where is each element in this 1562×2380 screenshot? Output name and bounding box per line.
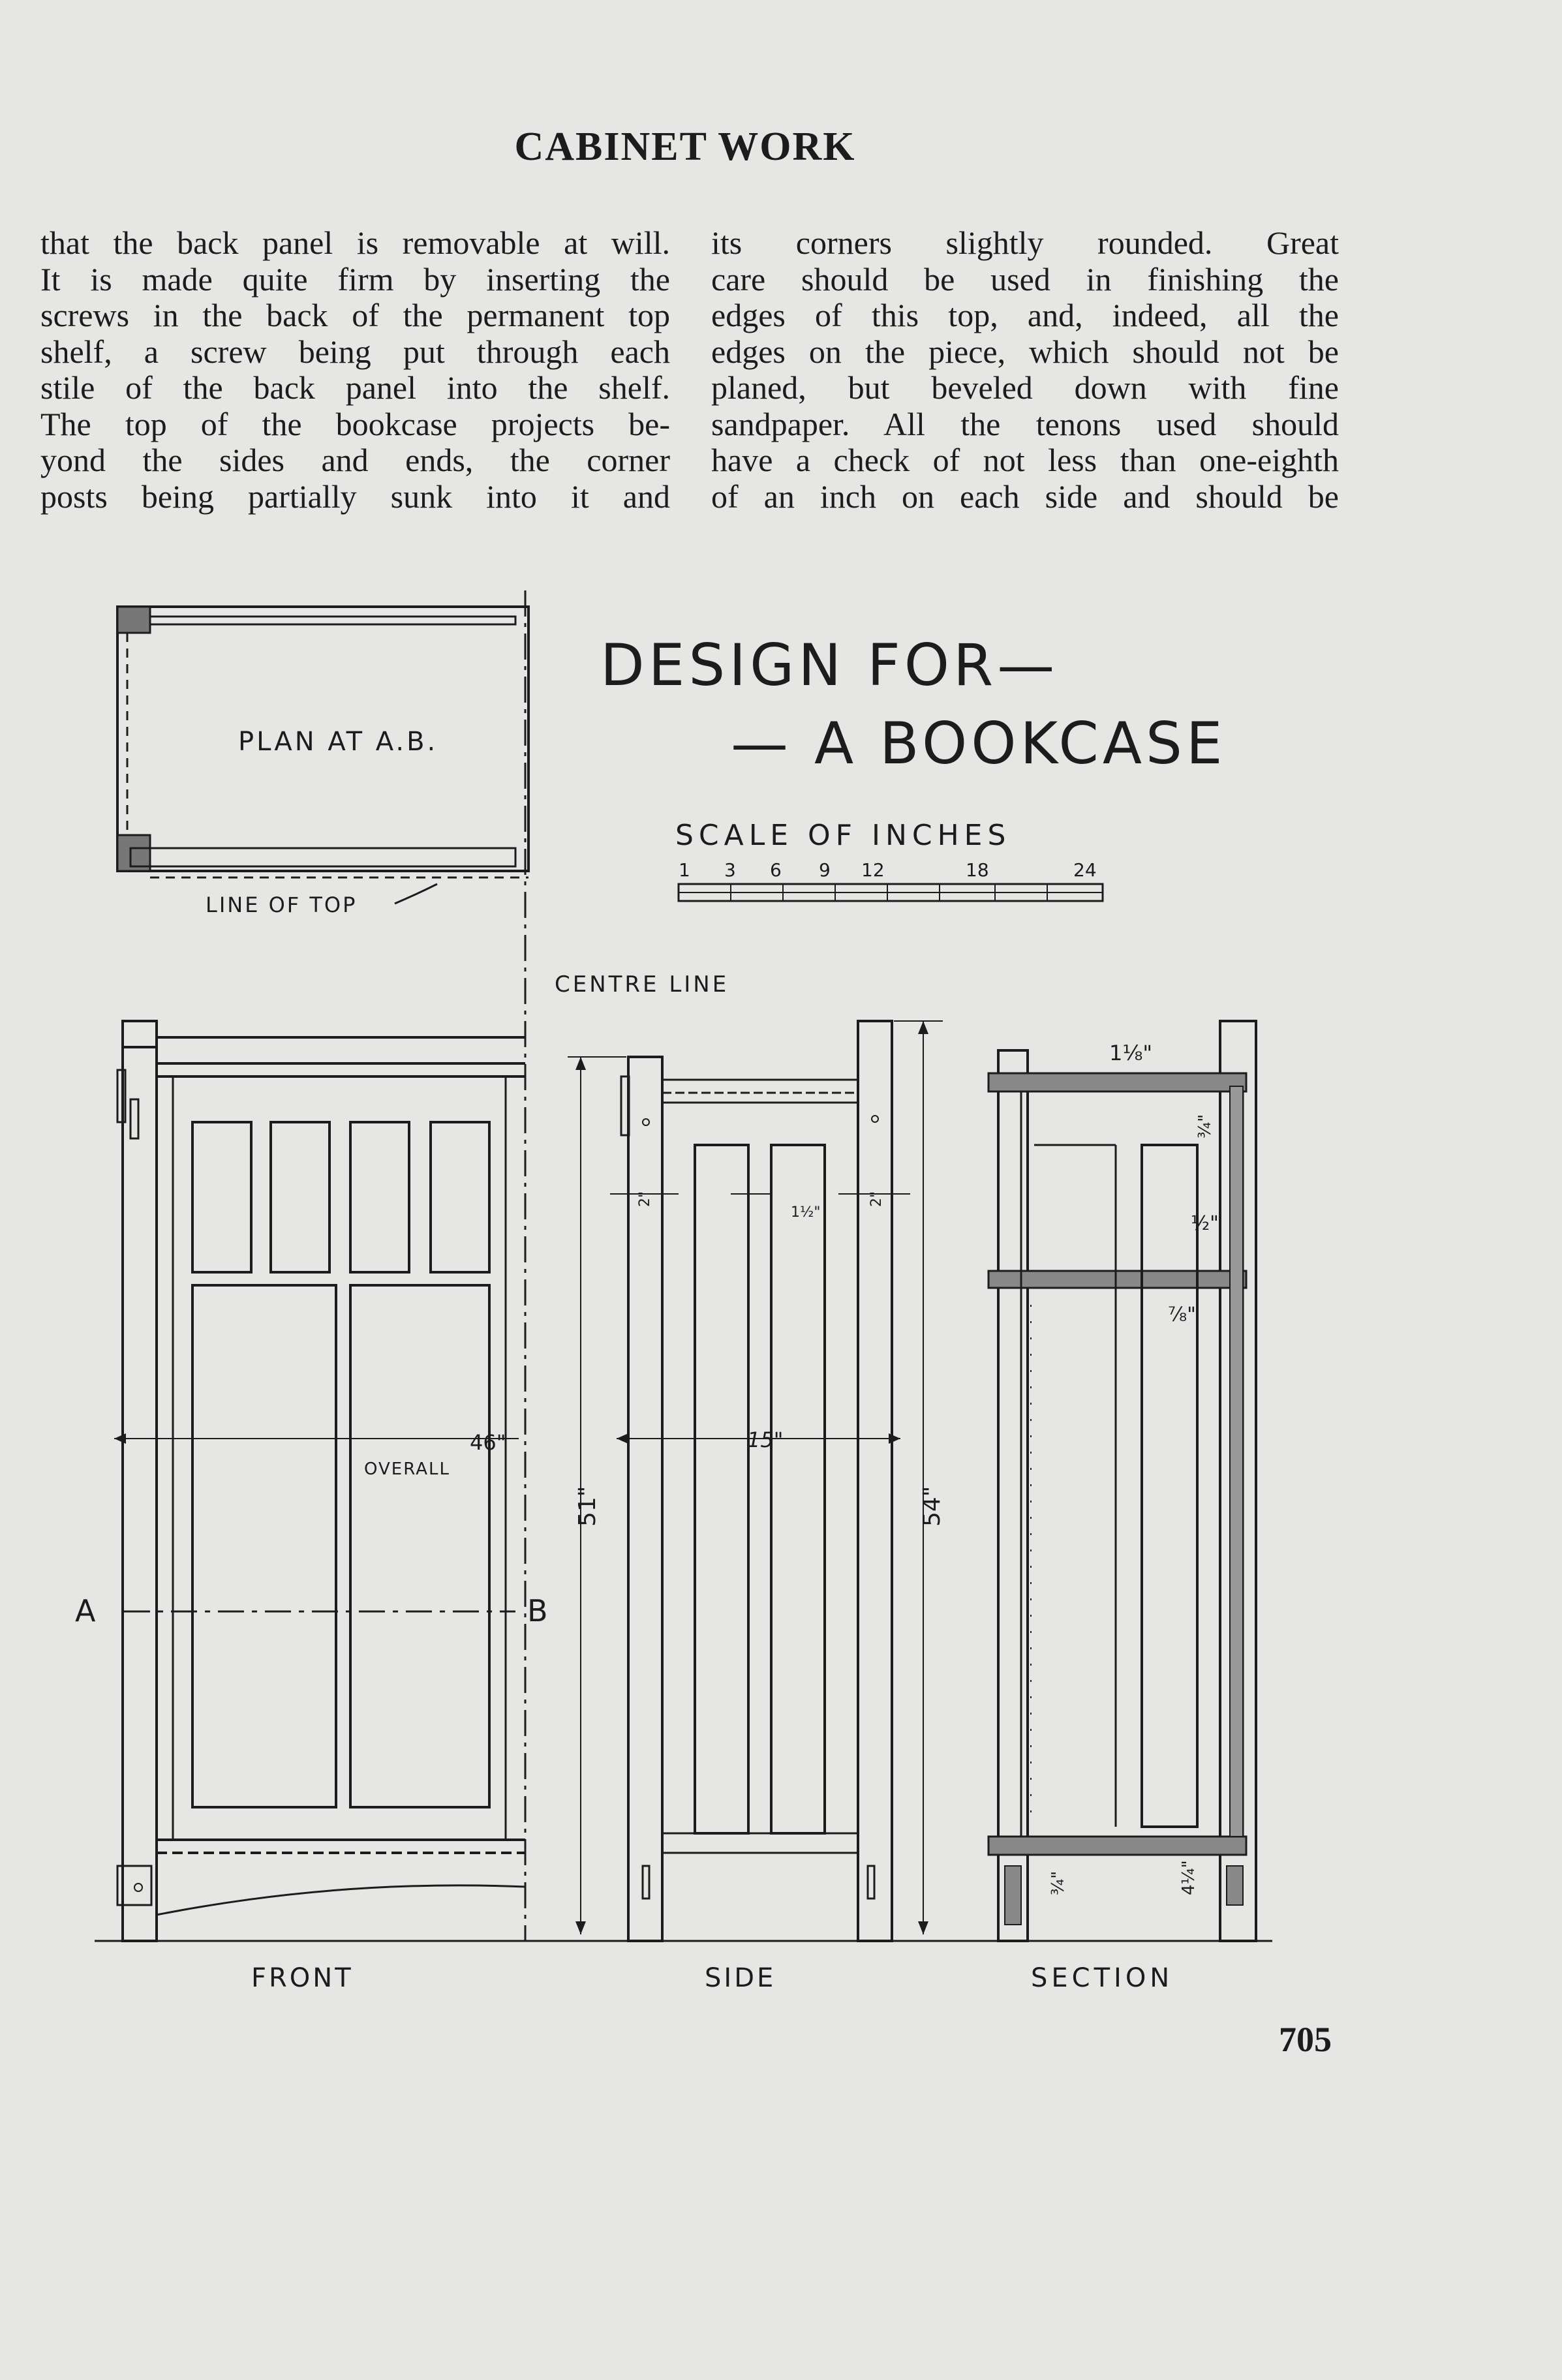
- view-label-section: SECTION: [1031, 1963, 1174, 1993]
- text-line: care should be used in finishing the: [711, 260, 1339, 298]
- line-of-top-label: LINE OF TOP: [206, 892, 358, 917]
- dimension-stile-2b: 2": [868, 1191, 885, 1207]
- scale-tick: 12: [861, 859, 885, 881]
- text-line: sandpaper. All the tenons used should: [711, 405, 1339, 442]
- section-view: [988, 1021, 1256, 1993]
- plan-view: [117, 607, 528, 917]
- scale-tick: 24: [1073, 859, 1097, 881]
- running-head: CABINET WORK: [514, 125, 856, 169]
- scale-bar: [675, 819, 1103, 901]
- section-marker-a: A: [75, 1593, 96, 1628]
- bookcase-drawing: [0, 574, 1562, 2042]
- title-line-2: — A BOOKCASE: [731, 710, 1227, 777]
- left-text-column: [40, 225, 670, 515]
- dimension-height-51: 51": [574, 1486, 601, 1527]
- dimension-panel-half: ½": [1191, 1212, 1219, 1235]
- dimension-height-54: 54": [919, 1486, 945, 1527]
- centre-line-label: CENTRE LINE: [555, 971, 729, 998]
- dimension-muntin-1half: 1½": [791, 1204, 821, 1221]
- view-label-side: SIDE: [705, 1963, 776, 1993]
- side-view: [568, 1021, 945, 1993]
- dimension-overall-width: 46": [470, 1430, 506, 1455]
- text-line: that the back panel is removable at will.: [40, 224, 670, 261]
- text-line: have a check of not less than one-eighth: [711, 442, 1339, 478]
- plan-label: PLAN AT A.B.: [238, 727, 438, 757]
- dimension-top-1eighth: 1⅛": [1109, 1041, 1153, 1065]
- dimension-depth-15: 15": [747, 1427, 784, 1452]
- view-label-front: FRONT: [251, 1963, 354, 1993]
- text-line: stile of the back panel into the shelf.: [40, 369, 670, 406]
- scale-label: SCALE OF INCHES: [675, 819, 1011, 852]
- page-number: 705: [1279, 2020, 1332, 2059]
- text-line: its corners slightly rounded. Great: [711, 224, 1339, 261]
- text-line: planed, but beveled down with fine: [711, 369, 1339, 406]
- scale-tick: 9: [819, 859, 831, 881]
- dimension-shelf-3quarter: ¾": [1195, 1114, 1215, 1138]
- scale-tick: 3: [724, 859, 736, 881]
- drawing-title: [600, 632, 1227, 777]
- text-line: It is made quite firm by inserting the: [40, 260, 670, 298]
- text-line: posts being partially sunk into it and: [40, 478, 670, 515]
- scale-tick: 1: [679, 859, 690, 881]
- text-line: of an inch on each side and should be: [711, 478, 1339, 515]
- scale-tick: 6: [770, 859, 782, 881]
- text-line: shelf, a screw being put through each: [40, 333, 670, 370]
- text-line: The top of the bookcase projects be-: [40, 405, 670, 442]
- dimension-shelf-7eighth: ⅞": [1168, 1304, 1196, 1326]
- scale-tick: 18: [966, 859, 989, 881]
- dimension-bottom-4quarter: 4¼": [1179, 1860, 1199, 1895]
- section-marker-b: B: [527, 1593, 548, 1628]
- overall-label: OVERALL: [364, 1459, 450, 1479]
- text-line: edges of this top, and, indeed, all the: [711, 297, 1339, 333]
- text-line: yond the sides and ends, the corner: [40, 442, 670, 478]
- text-line: edges on the piece, which should not be: [711, 333, 1339, 370]
- right-text-column: [711, 225, 1339, 515]
- title-line-1: DESIGN FOR—: [600, 632, 1059, 699]
- text-line: screws in the back of the permanent top: [40, 297, 670, 333]
- dimension-bottom-3quarter: ¾": [1049, 1870, 1068, 1895]
- dimension-stile-2: 2": [637, 1191, 653, 1207]
